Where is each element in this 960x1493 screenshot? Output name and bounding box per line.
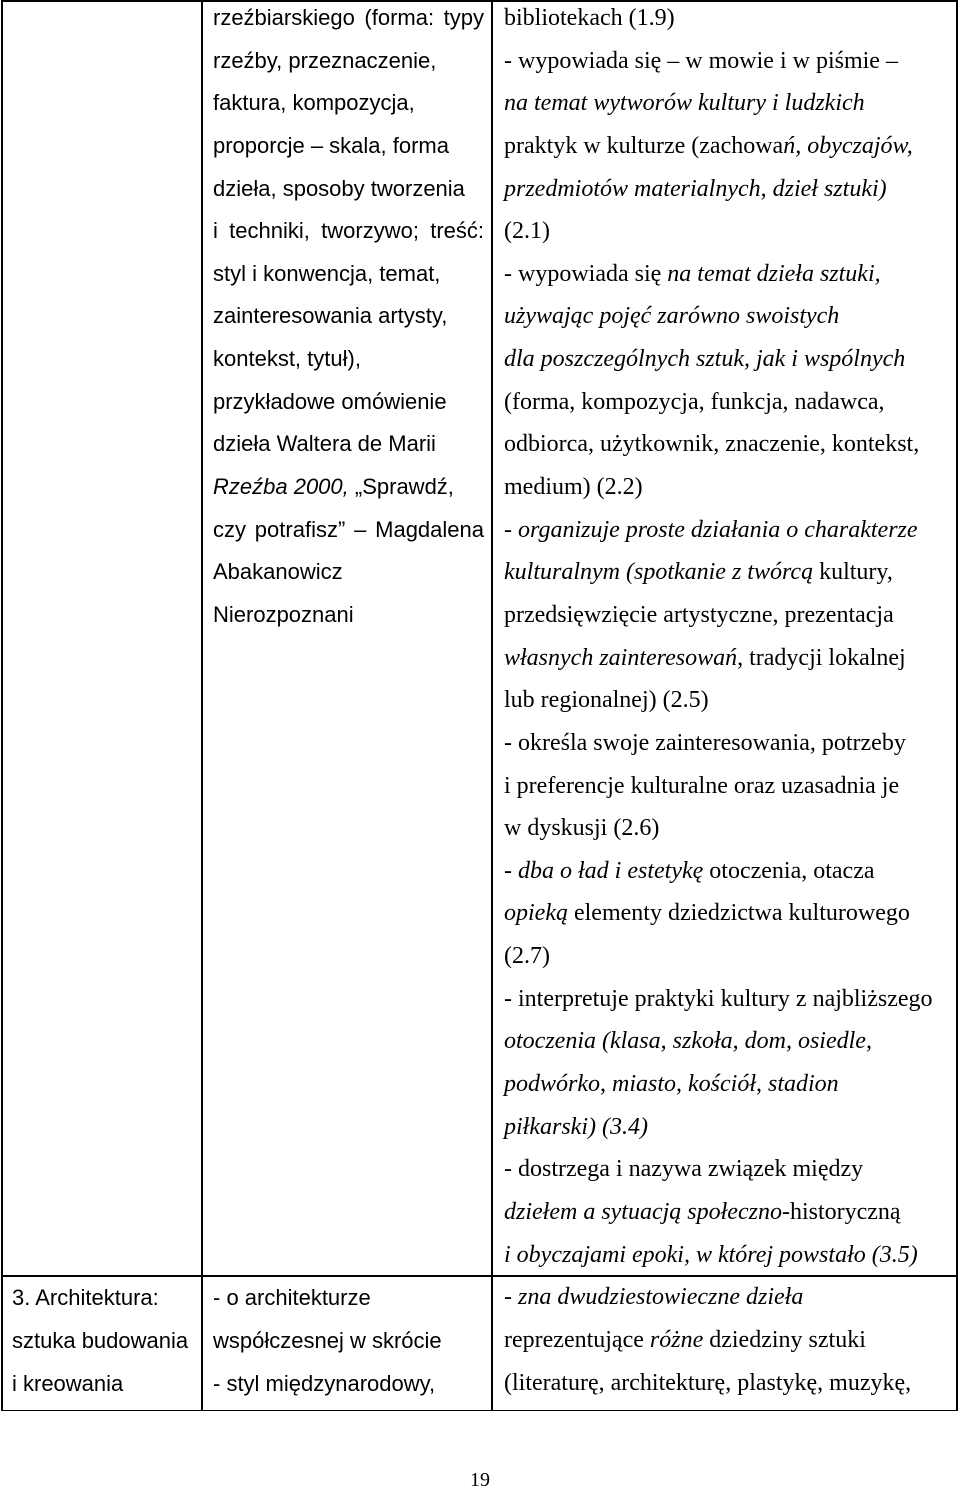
text: -historyczną xyxy=(781,1198,901,1225)
italic-text: otoczenia (klasa, szkoła, dom, osiedle, xyxy=(504,1028,872,1055)
text-line xyxy=(213,509,484,552)
text: czy potrafisz” – Magdalena xyxy=(213,516,484,542)
text: (forma, kompozycja, funkcja, nadawca, xyxy=(504,388,885,415)
text: przedsięwzięcie artystyczne, prezentacja xyxy=(504,601,894,628)
text-line xyxy=(504,338,951,381)
text: praktyk w kulturze (zachowa xyxy=(504,132,784,159)
text: styl i konwencja, temat, xyxy=(213,260,441,286)
text-line xyxy=(504,253,951,296)
text: - wypowiada się – w mowie i w piśmie – xyxy=(504,47,898,74)
topic-cell xyxy=(1,0,202,1276)
text: reprezentujące xyxy=(504,1327,650,1353)
italic-text: zna dwudziestowieczne dzieła xyxy=(518,1284,804,1310)
text: kultury, xyxy=(813,559,893,586)
text-line xyxy=(504,679,951,722)
text-line xyxy=(213,295,484,338)
text: - dostrzega i nazywa związek między xyxy=(504,1156,864,1183)
outcomes-cell xyxy=(492,1276,957,1410)
content-cell xyxy=(202,0,492,1276)
text: kontekst, tytuł), xyxy=(213,346,361,372)
italic-text: Rzeźba 2000, xyxy=(213,474,349,500)
italic-text: i obyczajami epoki, w której powstało (3.5) xyxy=(504,1241,918,1268)
italic-text: na temat dzieła sztuki, xyxy=(667,260,881,287)
italic-text: różne xyxy=(649,1327,704,1353)
text: medium) (2.2) xyxy=(504,474,643,501)
text-line xyxy=(213,0,484,40)
text-line xyxy=(213,1276,484,1319)
text-line xyxy=(213,594,484,637)
text: 3. Architektura: xyxy=(12,1285,159,1310)
text-line xyxy=(504,551,951,594)
text: - styl międzynarodowy, xyxy=(213,1371,436,1396)
text-line xyxy=(504,509,951,552)
italic-text: kulturalnym (spotkanie z twórcą xyxy=(504,559,814,586)
text-line xyxy=(213,82,484,125)
text-line xyxy=(504,125,951,168)
text-line xyxy=(213,466,484,509)
text-line xyxy=(213,338,484,381)
text-line xyxy=(504,381,951,424)
italic-text: ń, obyczajów, xyxy=(783,132,913,159)
text-line xyxy=(504,82,951,125)
text: (literaturę, architekturę, plastykę, muzykę, xyxy=(504,1370,912,1396)
text-line xyxy=(504,594,951,637)
text-line xyxy=(504,295,951,338)
text: „Sprawdź, xyxy=(348,474,454,500)
text: (2.1) xyxy=(504,218,550,245)
cell-text xyxy=(213,1276,484,1405)
text: dzieła, sposoby tworzenia xyxy=(213,175,465,201)
text: odbiorca, użytkownik, znaczenie, kontekst, xyxy=(504,431,920,458)
text: dzieła Waltera de Marii xyxy=(213,431,436,457)
italic-text: dziełem a sytuacją społeczno xyxy=(504,1198,782,1225)
text-line xyxy=(504,892,951,935)
text: rzeźby, przeznaczenie, xyxy=(213,47,437,73)
text-line xyxy=(213,125,484,168)
text: dziedziny sztuki xyxy=(703,1327,866,1353)
text: w dyskusji (2.6) xyxy=(504,815,660,842)
text-line xyxy=(213,1362,484,1405)
text: i preferencje kulturalne oraz uzasadnia je xyxy=(504,772,900,799)
text-line xyxy=(12,1319,196,1362)
italic-text: podwórko, miasto, kościół, stadion xyxy=(504,1071,839,1098)
text: otoczenia, otacza xyxy=(703,857,875,884)
text-line xyxy=(504,1020,951,1063)
text: proporcje – skala, forma xyxy=(213,132,449,158)
text: i techniki, tworzywo; treść: xyxy=(213,218,484,244)
text-line xyxy=(504,807,951,850)
text-line xyxy=(504,210,951,253)
text: zainteresowania artysty, xyxy=(213,303,448,329)
text-line xyxy=(504,1063,951,1106)
text: - xyxy=(504,857,518,884)
text-line xyxy=(504,1148,951,1191)
text-line xyxy=(213,168,484,211)
cell-text xyxy=(12,1276,196,1405)
text-line xyxy=(213,253,484,296)
text: (2.7) xyxy=(504,943,550,970)
text-line xyxy=(504,765,951,808)
text: - określa swoje zainteresowania, potrzeby xyxy=(504,729,906,756)
text: elementy dziedzictwa kulturowego xyxy=(567,900,910,927)
cell-text xyxy=(504,1276,951,1405)
text-line xyxy=(504,40,951,83)
text-line xyxy=(504,1319,951,1362)
italic-text: dla poszczególnych sztuk, jak i wspólnych xyxy=(504,346,906,373)
text: , tradycji lokalnej xyxy=(737,644,906,671)
italic-text: organizuje proste działania o charakterze xyxy=(518,516,918,543)
text-line xyxy=(504,1362,951,1405)
text: rzeźbiarskiego (forma: typy xyxy=(213,5,484,30)
italic-text: na temat wytworów kultury i ludzkich xyxy=(504,90,865,117)
page-number: 19 xyxy=(470,1469,490,1491)
text: i kreowania xyxy=(12,1371,124,1396)
text: przykładowe omówienie xyxy=(213,388,447,414)
text-line xyxy=(213,381,484,424)
text: lub regionalnej) (2.5) xyxy=(504,687,709,714)
italic-text: dba o ład i estetykę xyxy=(518,857,704,884)
text-line xyxy=(504,850,951,893)
text-line xyxy=(504,722,951,765)
text-line xyxy=(213,1319,484,1362)
text-line xyxy=(504,1276,951,1319)
text-line xyxy=(213,40,484,83)
text-line xyxy=(504,168,951,211)
text-line xyxy=(12,1276,196,1319)
text: współczesnej w skrócie xyxy=(213,1328,442,1353)
outcomes-cell xyxy=(492,0,957,1276)
text: - interpretuje praktyki kultury z najbliższego xyxy=(504,985,933,1012)
text-line xyxy=(504,637,951,680)
topic-cell xyxy=(1,1276,202,1410)
italic-text: używając pojęć zarówno swoistych xyxy=(504,303,840,330)
italic-text: przedmiotów materialnych, dzieł sztuki) xyxy=(504,175,887,202)
italic-text: opieką xyxy=(504,900,568,927)
text: faktura, kompozycja, xyxy=(213,90,415,116)
cell-text xyxy=(213,0,484,637)
text-line xyxy=(504,1191,951,1234)
text: Abakanowicz xyxy=(213,559,343,585)
text-line xyxy=(504,978,951,1021)
text-line xyxy=(504,466,951,509)
text-line xyxy=(12,1362,196,1405)
text-line xyxy=(213,423,484,466)
text: Nierozpoznani xyxy=(213,601,354,627)
text: - wypowiada się xyxy=(504,260,668,287)
cell-text xyxy=(504,0,951,1276)
text-line xyxy=(504,935,951,978)
text: - xyxy=(504,1284,518,1310)
text: bibliotekach (1.9) xyxy=(504,5,675,31)
text-line xyxy=(213,210,484,253)
text: - o architekturze xyxy=(213,1285,371,1310)
text-line xyxy=(504,1234,951,1276)
text-line xyxy=(504,1106,951,1149)
text-line xyxy=(213,551,484,594)
text: sztuka budowania xyxy=(12,1328,189,1353)
text-line xyxy=(504,423,951,466)
italic-text: własnych zainteresowań xyxy=(504,644,738,671)
text: - xyxy=(504,516,518,543)
italic-text: piłkarski) (3.4) xyxy=(504,1113,648,1140)
content-cell xyxy=(202,1276,492,1410)
text-line xyxy=(504,0,951,40)
